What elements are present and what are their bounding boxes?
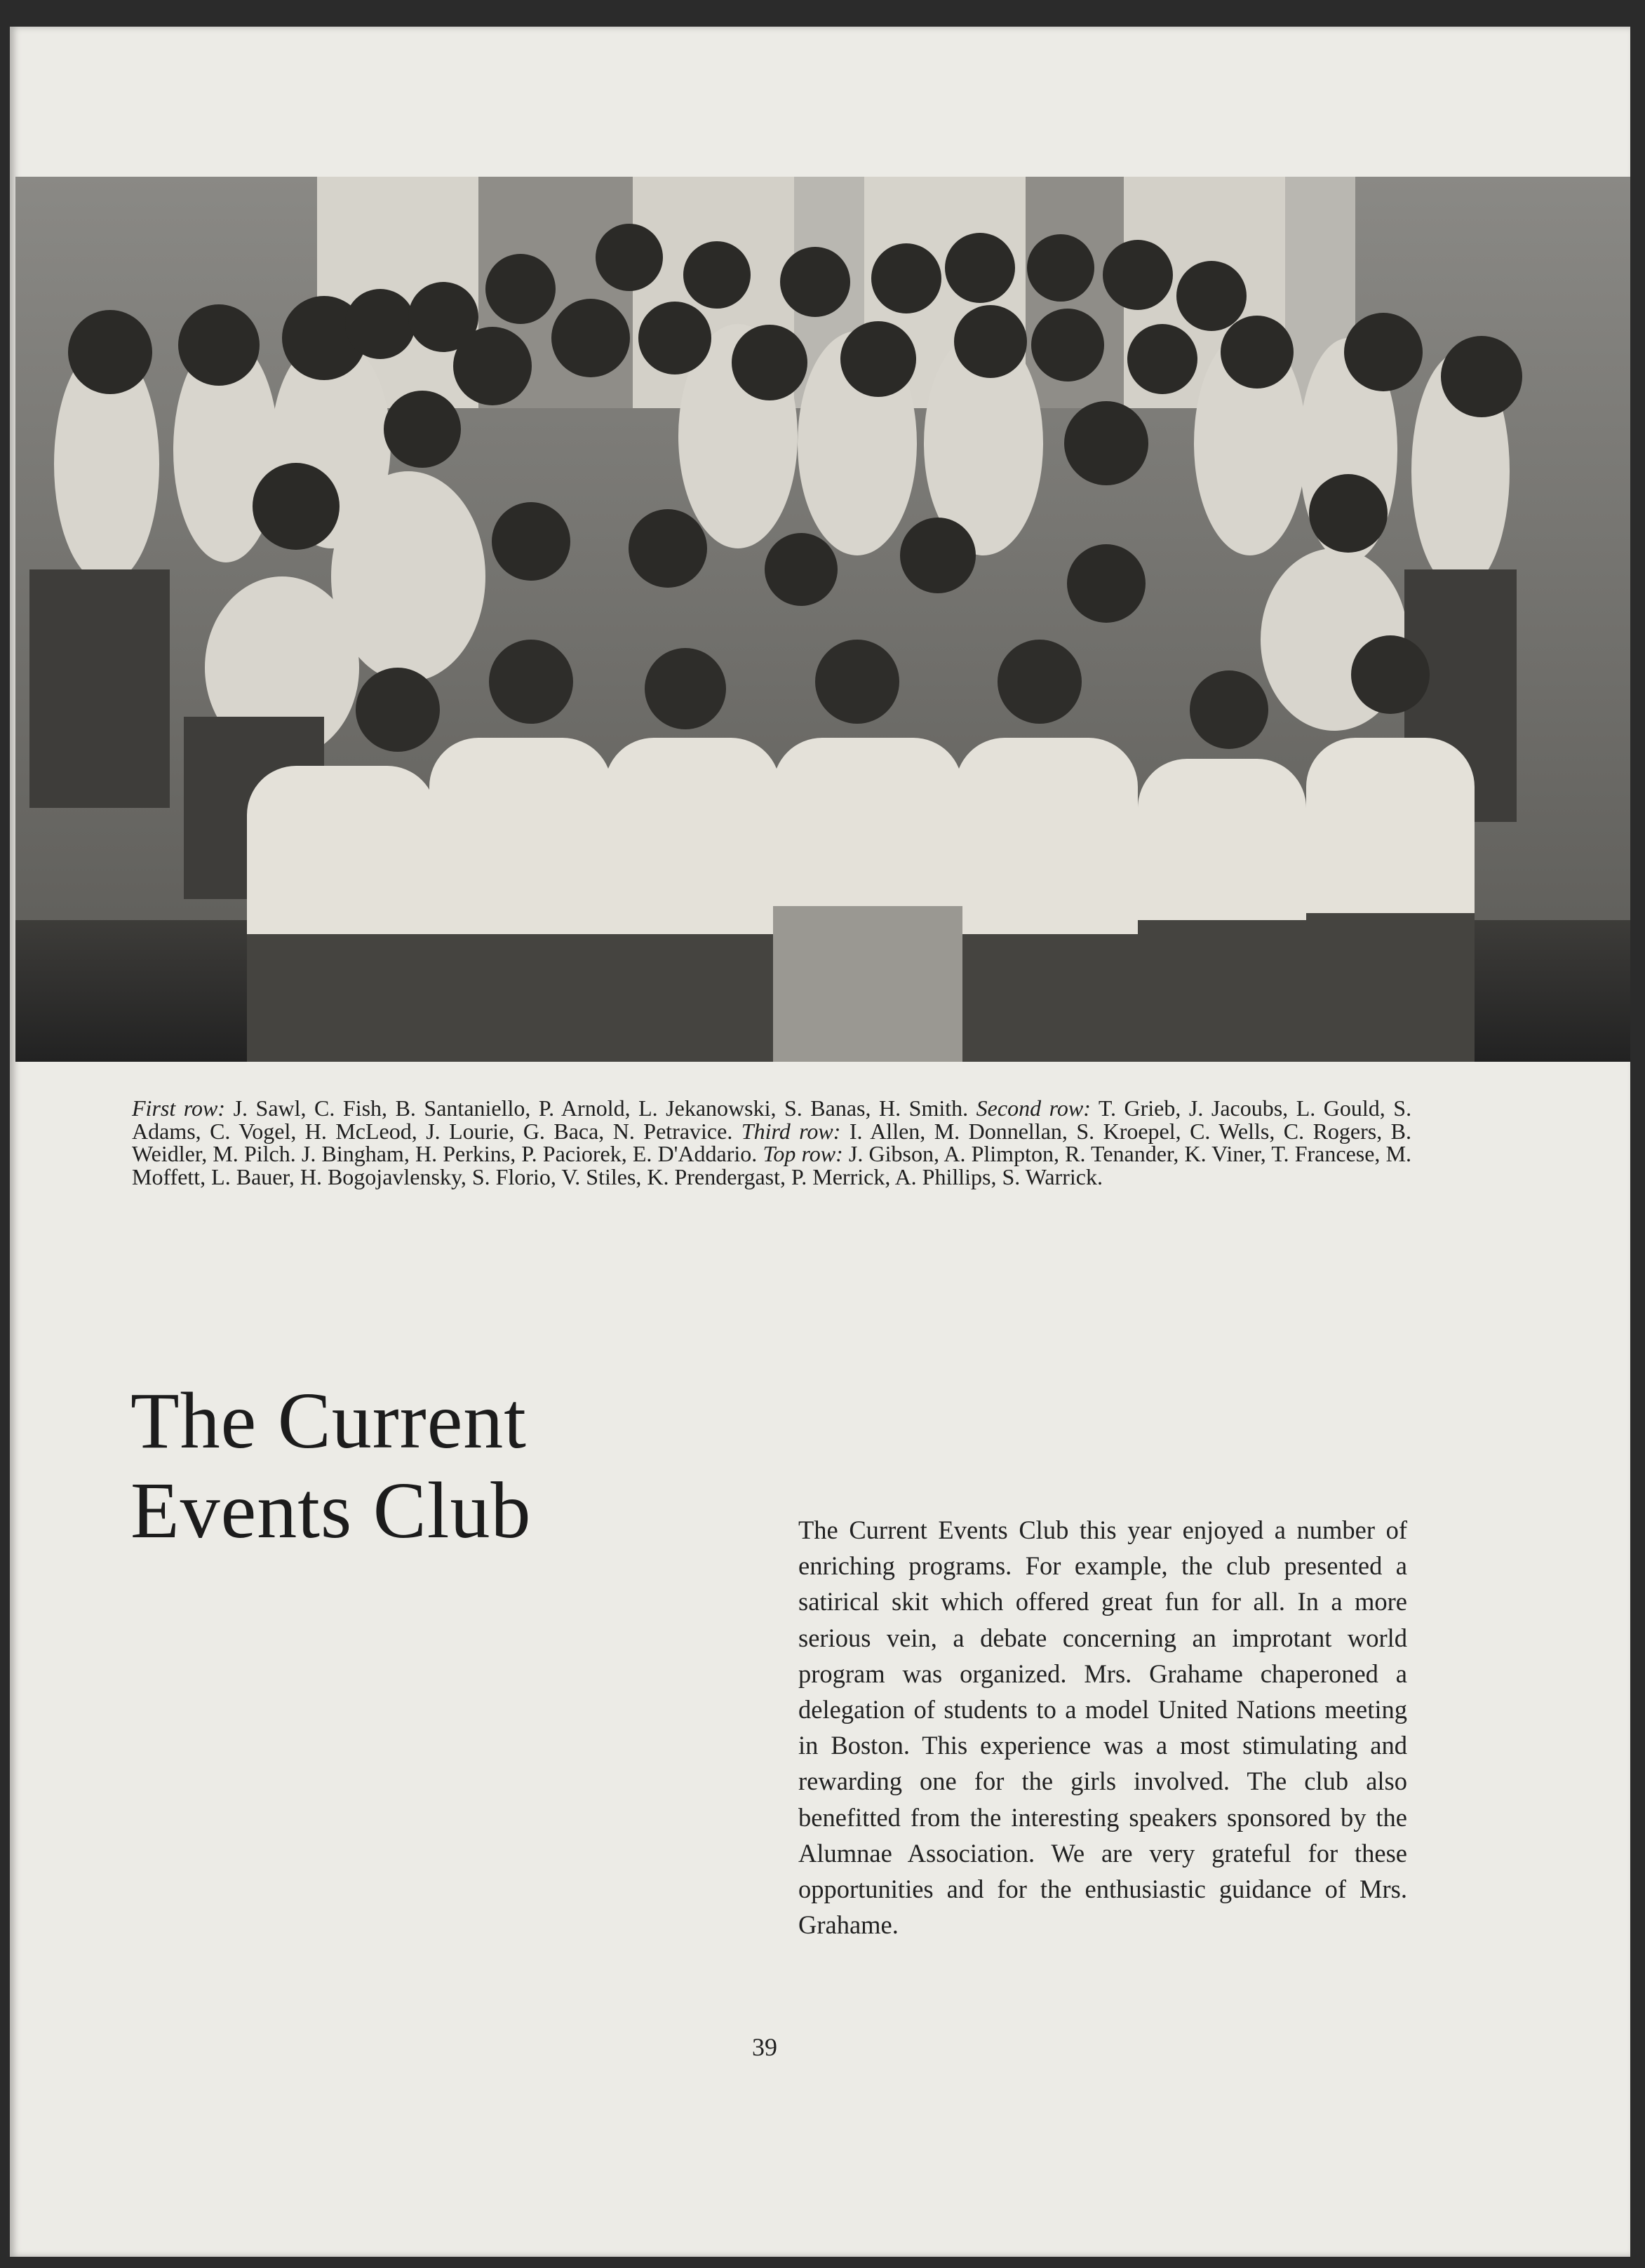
title-line-1: The Current bbox=[130, 1376, 527, 1465]
second-row-names: T. Grieb, J. Jacoubs, L. Gould, S. Adams, C. Vogel, H. McLeod, J. Lourie, G. Baca, N. Petravice. bbox=[132, 1095, 1412, 1144]
third-row-names: I. Allen, M. Donnellan, S. Kroepel, C. Wells, C. Rogers, B. Weidler, M. Pilch. J. Bingham, H. Perkins, P. Paciorek, E. D'Addario. bbox=[132, 1118, 1412, 1166]
top-row-label: Top row: bbox=[763, 1141, 843, 1166]
first-row-label: First row: bbox=[132, 1095, 226, 1121]
third-row-label: Third row: bbox=[741, 1118, 841, 1144]
yearbook-page bbox=[10, 27, 1630, 2257]
page-title bbox=[130, 1376, 531, 1555]
group-photo bbox=[15, 177, 1630, 1062]
photo-caption bbox=[132, 1097, 1411, 1188]
first-row-names: J. Sawl, C. Fish, B. Santaniello, P. Arnold, L. Jekanowski, S. Banas, H. Smith. bbox=[233, 1095, 969, 1121]
page-number: 39 bbox=[752, 2033, 777, 2061]
club-description: The Current Events Club this year enjoyed a number of enriching programs. For example, the club presented a satirical skit which offered great fun for all. In a more serious vein, a debate concerning an improtant world program was organized. Mrs. Grahame chaperoned a delegation of students to a model United Nations meeting in Boston. This experience was a most stimulating and rewarding one for the girls involved. The club also benefitted from the interesting speakers sponsored by the Alumnae Association. We are very grateful for these opportunities and for the enthusiastic guidance of Mrs. Grahame. bbox=[798, 1516, 1407, 1940]
group-photo-image bbox=[15, 177, 1630, 1062]
second-row-label: Second row: bbox=[976, 1095, 1091, 1121]
title-line-2: Events Club bbox=[130, 1466, 532, 1555]
top-row-names: J. Gibson, A. Plimpton, R. Tenander, K. Viner, T. Francese, M. Moffett, L. Bauer, H. Bogojavlensky, S. Florio, V. Stiles, K. Prendergast, P. Merrick, A. Phillips, S. Warrick. bbox=[132, 1141, 1412, 1189]
